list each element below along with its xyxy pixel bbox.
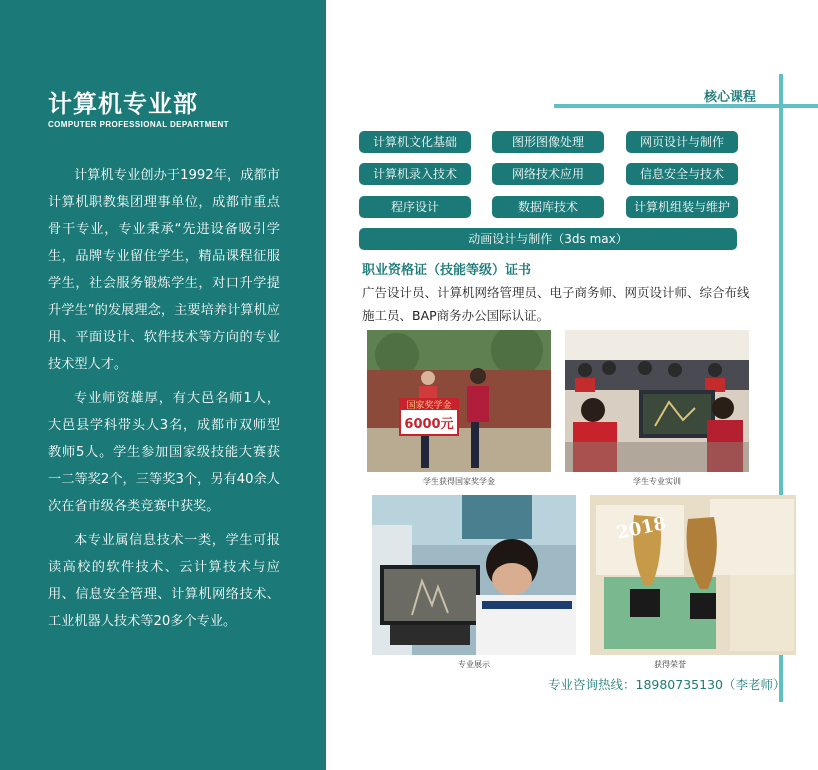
course-pill-wide: 动画设计与制作（3ds max） (359, 228, 737, 250)
course-pill: 程序设计 (359, 196, 471, 218)
photo-scholarship (367, 330, 551, 472)
caption-showcase: 专业展示 (458, 660, 490, 669)
intro-paragraph-1: 计算机专业创办于1992年，成都市计算机职教集团理事单位，成都市重点骨干专业，专业秉承“先进设备吸引学生，品牌专业留住学生，精品课程征服学生，社会服务锻炼学生，对口升学提升学生”的发展理念，主要培养计算机应用、平面设计、软件技术等方向的专业技术型人才。 (48, 168, 280, 372)
cert-text: 广告设计员、计算机网络管理员、电子商务师、网页设计师、综合布线施工员、BAP商务办公国际认证。 (362, 285, 750, 323)
course-pill: 数据库技术 (492, 196, 604, 218)
caption-scholarship: 学生获得国家奖学金 (423, 477, 495, 486)
core-courses-title: 核心课程 (704, 90, 757, 105)
caption-honors: 获得荣誉 (654, 660, 686, 669)
department-subtitle: COMPUTER PROFESSIONAL DEPARTMENT (48, 120, 229, 129)
department-title: 计算机专业部 (48, 90, 198, 118)
course-pill: 图形图像处理 (492, 131, 604, 153)
course-pill: 网络技术应用 (492, 163, 604, 185)
course-pill: 网页设计与制作 (626, 131, 738, 153)
hotline-text: 专业咨询热线：18980735130（李老师） (548, 677, 786, 692)
photo-honors (590, 495, 796, 655)
course-pill: 计算机组装与维护 (626, 196, 738, 218)
intro-text (48, 162, 280, 642)
caption-training: 学生专业实训 (633, 477, 681, 486)
photo-showcase (372, 495, 576, 655)
course-pill: 信息安全与技术 (626, 163, 738, 185)
course-pill: 计算机录入技术 (359, 163, 471, 185)
cert-title: 职业资格证（技能等级）证书 (362, 263, 532, 278)
honors-year: 2018 (614, 512, 669, 544)
course-pill: 计算机文化基础 (359, 131, 471, 153)
intro-paragraph-2: 专业师资雄厚，有大邑名师1人，大邑县学科带头人3名，成都市双师型教师5人。学生参加国家级技能大赛获一二等奖2个，三等奖3个，另有40余人次在省市级各类竞赛中获奖。 (48, 391, 280, 514)
banner-amount: 6000元 (404, 417, 454, 432)
banner-text: 国家奖学金 (406, 401, 452, 411)
photo-training (565, 330, 749, 472)
left-panel (0, 0, 326, 770)
decor-horizontal-line (554, 104, 818, 108)
intro-paragraph-3: 本专业属信息技术一类，学生可报读高校的软件技术、云计算技术与应用、信息安全管理、计算机网络技术、工业机器人技术等20多个专业。 (48, 533, 280, 629)
